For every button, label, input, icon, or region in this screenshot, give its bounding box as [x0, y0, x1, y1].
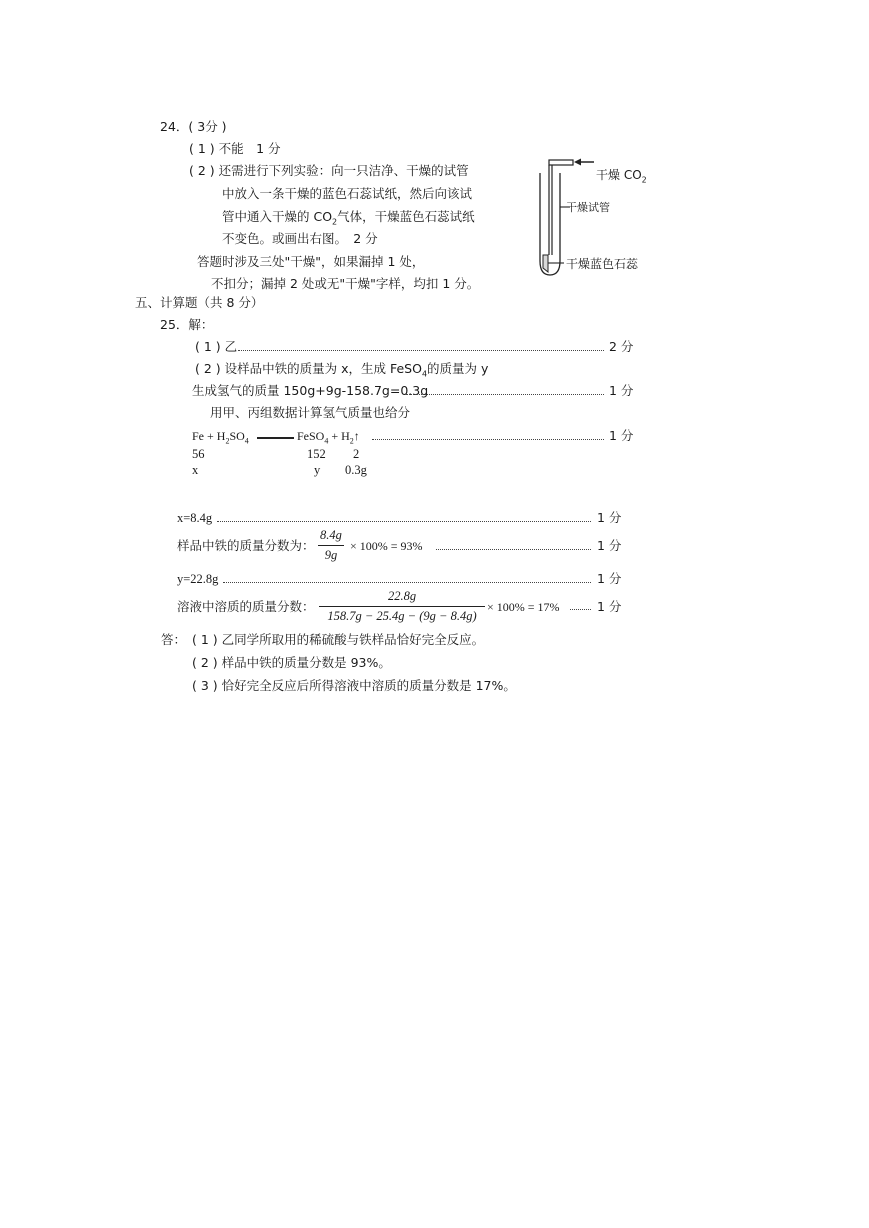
q24-part1: ( 1 ) 不能 1 分	[189, 141, 281, 156]
q24-heading: 24．( 3分 )	[160, 119, 227, 134]
hydrogen-mass-score: 1 分	[609, 383, 634, 398]
eq-left-a: Fe + H	[192, 429, 226, 443]
x-result-score: 1 分	[597, 510, 622, 525]
solute-fraction-score: 1 分	[597, 599, 622, 614]
x-result: x=8.4g	[177, 511, 213, 525]
q24-part2-line2: 中放入一条干燥的蓝色石蕊试纸，然后向该试	[222, 186, 473, 201]
alternate-method-note: 用甲、丙组数据计算氢气质量也给分	[210, 405, 411, 420]
solute-fraction-numerator: 22.8g	[387, 589, 417, 603]
iron-fraction-denominator: 9g	[318, 545, 344, 562]
molar-mass-feso4: 152	[307, 447, 326, 461]
q25-heading: 25．解：	[160, 317, 214, 332]
eq-gas-arrow: ↑	[353, 429, 360, 443]
q25-answer1: ( 1 ) 乙	[195, 339, 238, 354]
eq-right-a: FeSO	[297, 429, 325, 443]
answer-line-2: ( 2 ) 样品中铁的质量分数是 93%。	[192, 655, 391, 670]
eq-left-b: SO	[229, 429, 245, 443]
var-y: y	[314, 463, 321, 477]
iron-fraction-numerator: 8.4g	[320, 528, 342, 542]
eq-right-b: + H	[328, 429, 350, 443]
fig-label-dry-litmus: 干燥蓝色石蕊	[566, 257, 639, 271]
q25-answer1-score: 2 分	[609, 339, 634, 354]
q24-part2-line3: 管中通入干燥的 $CO_2$气体，干燥蓝色石蕊试纸	[222, 209, 475, 227]
leader-dots	[406, 394, 604, 395]
leader-dots	[238, 350, 604, 351]
y-result: y=22.8g	[177, 572, 219, 586]
iron-fraction-result: × 100% = 93%	[350, 539, 423, 553]
q24-note-line1: 答题时涉及三处"干燥"，如果漏掉 1 处，	[197, 254, 425, 269]
fig-label-dry-co2-text: 干燥 CO	[596, 168, 642, 182]
q24-part2-line1: ( 2 ) 还需进行下列实验：向一只洁净、干燥的试管	[189, 163, 469, 178]
solute-fraction-denominator: 158.7g − 25.4g − (9g − 8.4g)	[319, 606, 485, 623]
solute-fraction-result: × 100% = 17%	[487, 600, 560, 614]
q24-part2-line3-b: 气体，干燥蓝色石蕊试纸	[337, 209, 475, 224]
iron-fraction-score: 1 分	[597, 538, 622, 553]
chemical-equation-score: 1 分	[609, 428, 634, 443]
q25-answer2-assumption-a: ( 2 ) 设样品中铁的质量为 x，生成 FeSO	[195, 361, 422, 376]
answer-line-1: ( 1 ) 乙同学所取用的稀硫酸与铁样品恰好完全反应。	[192, 632, 485, 647]
leader-dots	[223, 582, 591, 583]
answer-prefix: 答：	[161, 632, 187, 647]
leader-dots	[372, 439, 604, 440]
var-h2-mass: 0.3g	[345, 463, 367, 477]
fig-label-dry-tube: 干燥试管	[566, 201, 610, 214]
solute-fraction-label: 溶液中溶质的质量分数：	[177, 599, 315, 614]
chemical-equation: $Fe + H_2SO_4$	[192, 429, 249, 446]
y-result-score: 1 分	[597, 571, 622, 586]
answer-line-3: ( 3 ) 恰好完全反应后所得溶液中溶质的质量分数是 17%。	[192, 678, 516, 693]
fig-label-dry-co2: 干燥 $CO_2$	[596, 168, 647, 185]
leader-dots	[436, 549, 591, 550]
solute-fraction	[319, 590, 485, 622]
q25-answer2-assumption-b: 的质量为 y	[427, 361, 489, 376]
q24-note-line2: 不扣分；漏掉 2 处或无"干燥"字样，均扣 1 分。	[211, 276, 480, 291]
section-5-title: 五、计算题（共 8 分）	[135, 295, 264, 310]
iron-fraction-label: 样品中铁的质量分数为：	[177, 538, 315, 553]
q24-part2-line3-a: 管中通入干燥的 CO	[222, 209, 333, 224]
hydrogen-mass-line: 生成氢气的质量 150g+9g-158.7g=0.3g	[192, 383, 429, 398]
q25-answer2-assumption: ( 2 ) 设样品中铁的质量为 x，生成 FeSO$_4$的质量为 y	[195, 361, 489, 379]
molar-mass-fe: 56	[192, 447, 205, 461]
equation-equals-bar	[257, 437, 294, 439]
var-x: x	[192, 463, 199, 477]
leader-dots	[217, 521, 591, 522]
leader-dots	[570, 609, 591, 610]
iron-fraction	[318, 529, 344, 561]
q24-part2-line4: 不变色。或画出右图。 2 分	[222, 231, 378, 246]
molar-mass-h2: 2	[353, 447, 360, 461]
chemical-equation-right: FeSO$_4$ + $H_2↑$	[297, 429, 360, 446]
